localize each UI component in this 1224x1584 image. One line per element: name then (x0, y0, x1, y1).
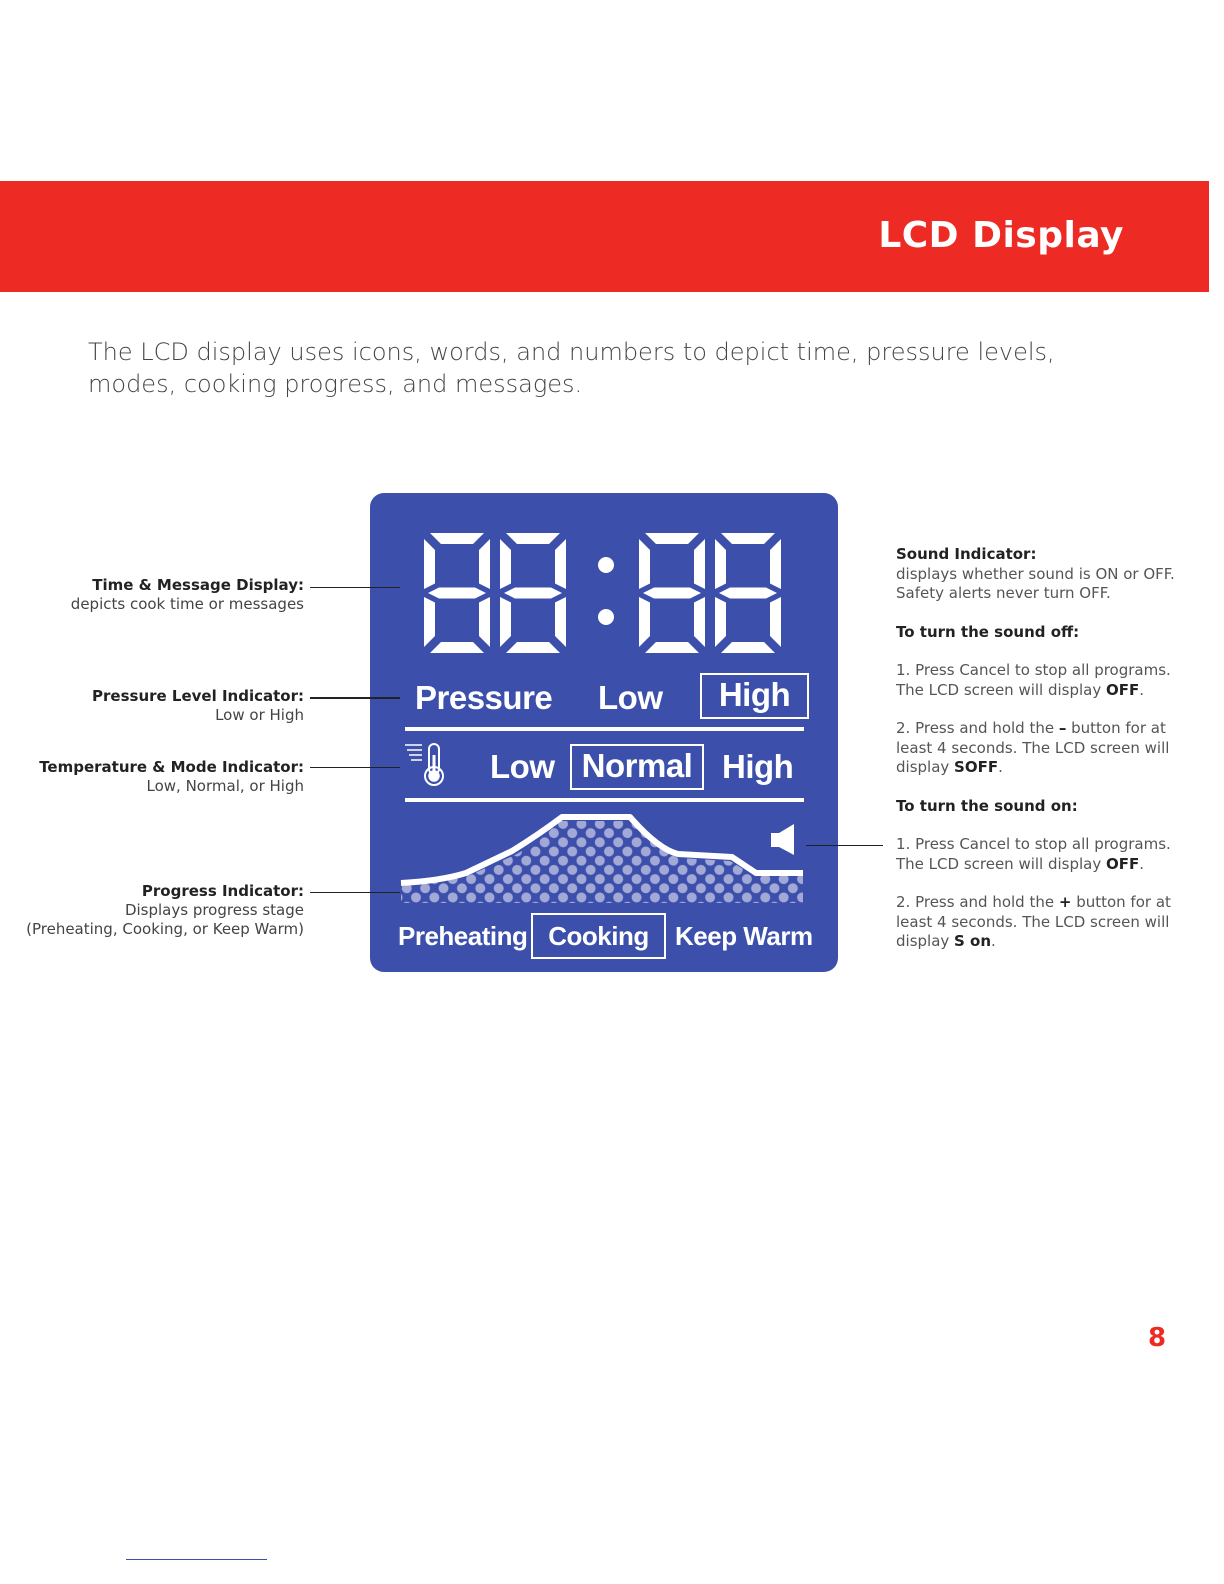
page-number: 8 (1148, 1323, 1167, 1353)
digit-2-segment-e (500, 597, 511, 647)
digit-3-segment-g (643, 588, 701, 599)
leader-line-pressure (310, 697, 400, 699)
digit-2-segment-g (504, 588, 562, 599)
callout-progress-desc1: Displays progress stage (124, 901, 304, 919)
leader-line-progress (310, 892, 400, 893)
header-banner (0, 181, 1209, 292)
stage-keep-warm-label: Keep Warm (675, 921, 813, 951)
stage-preheating-label: Preheating (398, 921, 528, 951)
callout-time (71, 576, 304, 614)
colon-dot-top (598, 557, 614, 573)
callout-pressure-desc: Low or High (215, 706, 304, 724)
pressure-high-label: High (700, 673, 809, 719)
digit-3-segment-d (645, 642, 699, 653)
callout-pressure-title: Pressure Level Indicator: (92, 687, 304, 705)
sound-off-heading: To turn the sound off: (896, 622, 1080, 641)
callout-progress (26, 882, 304, 939)
digit-1-segment-g (428, 588, 486, 599)
lcd-panel (370, 493, 838, 972)
intro-paragraph: The LCD display uses icons, words, and numbers to depict time, pressure levels, modes, cooking progress, and messages. (88, 338, 1055, 398)
digit-4-segment-c (770, 597, 781, 647)
leader-line-sound (806, 845, 883, 846)
thermometer-icon (405, 744, 443, 785)
digit-3-segment-b (694, 539, 705, 589)
temp-high-label: High (722, 748, 794, 785)
digit-4-segment-b (770, 539, 781, 589)
stage-cooking-label: Cooking (531, 913, 666, 959)
speaker-icon (771, 824, 794, 855)
digit-3-segment-e (639, 597, 650, 647)
sound-on-step1: 1. Press Cancel to stop all programs. The LCD screen will display OFF. (896, 835, 1171, 873)
sound-on-heading: To turn the sound on: (896, 796, 1078, 815)
colon-dot-bottom (598, 609, 614, 625)
digit-2-segment-c (555, 597, 566, 647)
digit-2-segment-b (555, 539, 566, 589)
digit-3-segment-a (645, 533, 699, 544)
sound-off-step2: 2. Press and hold the – button for at least 4 seconds. The LCD screen will display SOFF. (896, 719, 1170, 776)
digit-4-segment-f (715, 539, 726, 589)
callout-progress-title: Progress Indicator: (141, 882, 304, 900)
digit-1-segment-a (430, 533, 484, 544)
digit-4-segment-a (721, 533, 775, 544)
leader-line-time (310, 587, 400, 588)
pressure-label: Pressure (415, 679, 553, 716)
callout-time-desc: depicts cook time or messages (70, 595, 304, 613)
callout-temperature-title: Temperature & Mode Indicator: (39, 758, 304, 776)
digit-1-segment-f (424, 539, 435, 589)
digit-1-segment-b (479, 539, 490, 589)
sound-off-step1: 1. Press Cancel to stop all programs. The LCD screen will display OFF. (896, 661, 1171, 699)
digit-1-segment-d (430, 642, 484, 653)
digit-1-segment-c (479, 597, 490, 647)
sound-section (896, 545, 1196, 971)
callout-pressure (92, 687, 304, 725)
digit-1-segment-e (424, 597, 435, 647)
lcd-graphics (370, 493, 838, 972)
digit-4-segment-d (721, 642, 775, 653)
digit-3-segment-c (694, 597, 705, 647)
callout-time-title: Time & Message Display: (92, 576, 304, 594)
digit-2-segment-d (506, 642, 560, 653)
seven-segment-digits (424, 533, 781, 653)
sound-desc: displays whether sound is ON or OFF. Safety alerts never turn OFF. (896, 564, 1175, 602)
callout-temperature-desc: Low, Normal, or High (146, 777, 304, 795)
sound-title: Sound Indicator: (896, 545, 1037, 563)
callout-progress-desc2: (Preheating, Cooking, or Keep Warm) (26, 920, 304, 938)
digit-2-segment-f (500, 539, 511, 589)
pressure-low-label: Low (598, 679, 663, 716)
temp-normal-label: Normal (570, 744, 704, 790)
sound-on-step2: 2. Press and hold the + button for at least 4 seconds. The LCD screen will display S on. (896, 893, 1171, 950)
leader-line-temperature (310, 767, 400, 768)
divider-line-2 (405, 798, 804, 802)
digit-4-segment-e (715, 597, 726, 647)
temp-low-label: Low (490, 748, 555, 785)
digit-3-segment-f (639, 539, 650, 589)
footer-line (126, 1559, 267, 1560)
callout-temperature (39, 758, 304, 796)
page-title: LCD Display (878, 215, 1124, 256)
digit-4-segment-g (719, 588, 777, 599)
divider-line-1 (405, 727, 804, 731)
digit-2-segment-a (506, 533, 560, 544)
